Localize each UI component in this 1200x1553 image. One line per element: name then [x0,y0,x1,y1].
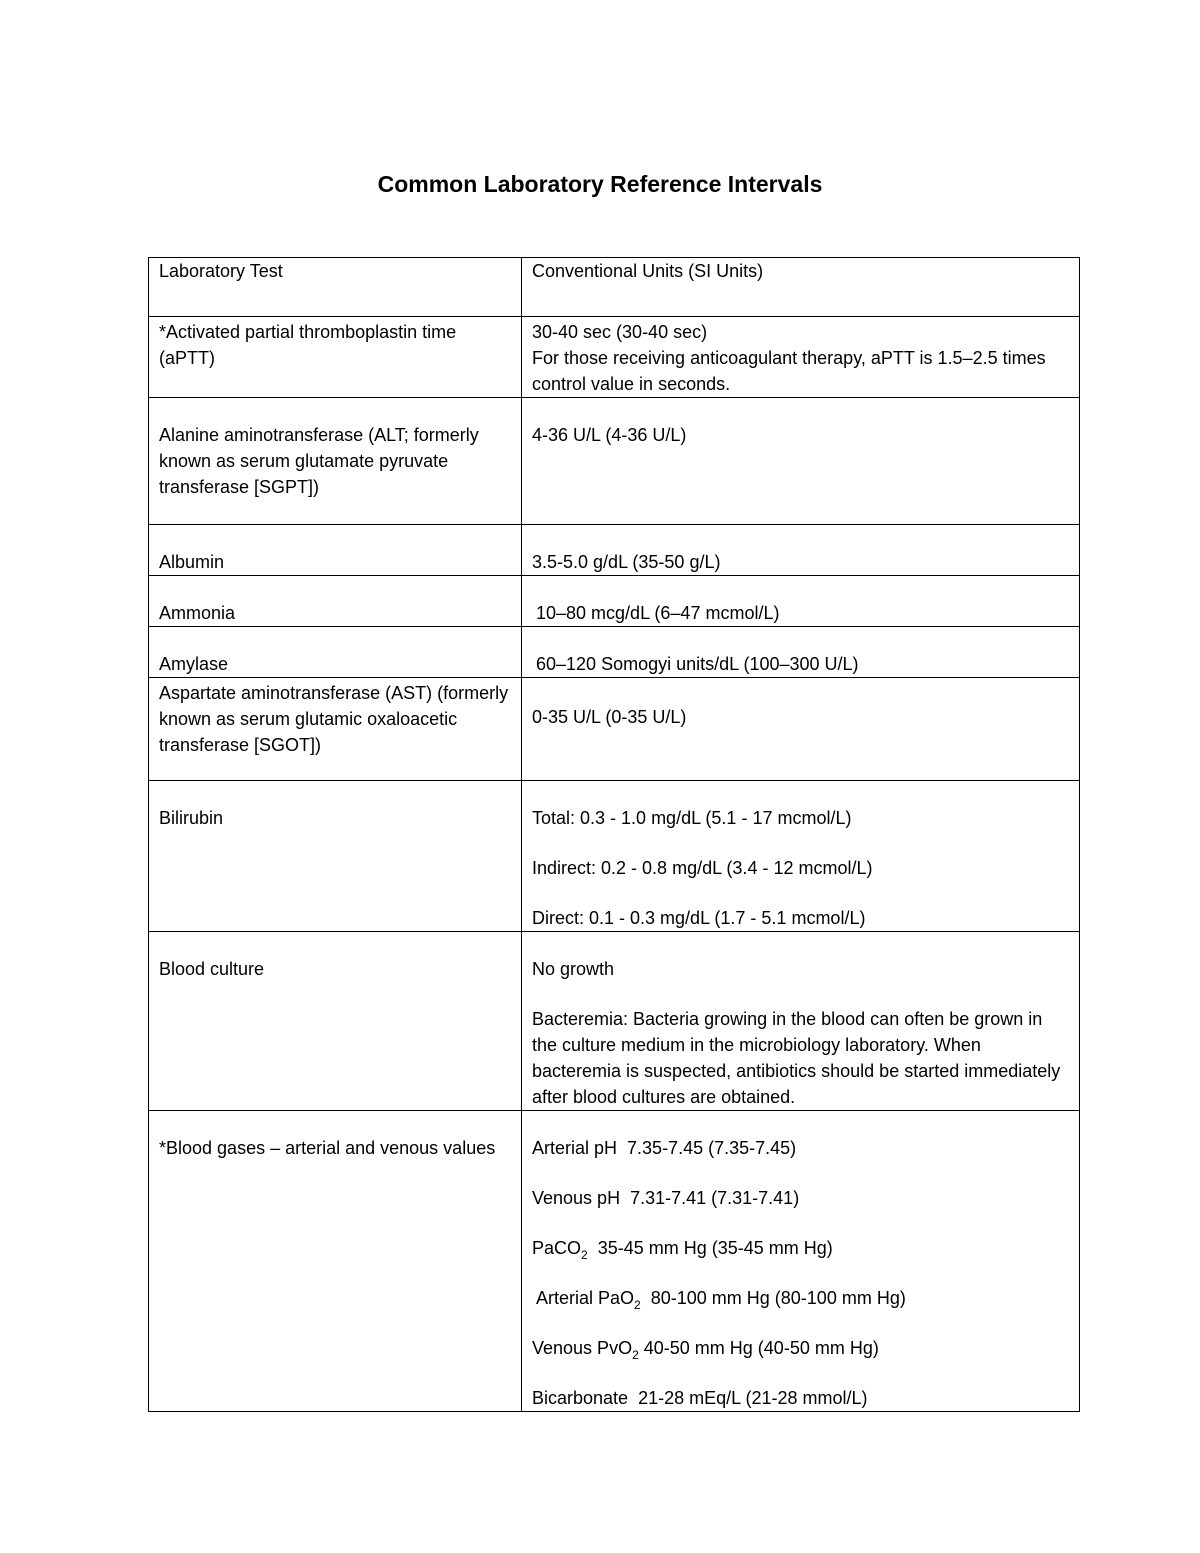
test-name: Ammonia [159,603,236,623]
test-cell [149,398,522,525]
test-name: Blood culture [159,959,265,979]
table-row [149,781,1080,932]
header-units: Conventional Units (SI Units) [522,258,1080,317]
value-cell [522,398,1080,525]
test-name: *Blood gases – arterial and venous values [159,1138,496,1158]
test-cell [149,525,522,576]
value-line: Bicarbonate 21-28 mEq/L (21-28 mmol/L) [532,1388,868,1408]
value-line: 60–120 Somogyi units/dL (100–300 U/L) [536,654,859,674]
value-line: 3.5-5.0 g/dL (35-50 g/L) [532,552,721,572]
test-cell [149,781,522,932]
test-cell [149,576,522,627]
value-cell [522,627,1080,678]
value-line: Arterial PaO$_2$ 80-100 mm Hg (80-100 mm Hg) [532,1288,906,1312]
value-line: PaCO$_2$ 35-45 mm Hg (35-45 mm Hg) [532,1238,833,1262]
table-row [149,576,1080,627]
test-cell [149,1111,522,1412]
value-cell [522,932,1080,1111]
table-row [149,1111,1080,1412]
value-cell [522,317,1080,398]
value-line: 0-35 U/L (0-35 U/L) [532,707,687,727]
value-cell [522,1111,1080,1412]
page-title: Common Laboratory Reference Intervals [377,171,823,197]
value-line: Indirect: 0.2 - 0.8 mg/dL (3.4 - 12 mcmol/L) [532,858,873,878]
test-cell [149,627,522,678]
table-row [149,398,1080,525]
test-name: Bilirubin [159,808,224,828]
table-row [149,525,1080,576]
test-cell [149,317,522,398]
value-line: Total: 0.3 - 1.0 mg/dL (5.1 - 17 mcmol/L) [532,808,852,828]
table-row [149,627,1080,678]
value-line: Arterial pH 7.35-7.45 (7.35-7.45) [532,1138,797,1158]
value-cell [522,576,1080,627]
value-cell [522,781,1080,932]
value-line: Venous PvO$_2$ 40-50 mm Hg (40-50 mm Hg) [532,1338,879,1362]
test-name: Aspartate aminotransferase (AST) (formerly known as serum glutamic oxaloacetic transferase [SGOT]) [159,683,509,755]
value-line: Direct: 0.1 - 0.3 mg/dL (1.7 - 5.1 mcmol/L) [532,908,866,928]
test-name: Alanine aminotransferase (ALT; formerly known as serum glutamate pyruvate transferase [SGPT]) [159,425,479,497]
test-name: Albumin [159,552,225,572]
value-cell [522,678,1080,781]
value-line: Venous pH 7.31-7.41 (7.31-7.41) [532,1188,800,1208]
table-row [149,678,1080,781]
value-line: 10–80 mcg/dL (6–47 mcmol/L) [536,603,780,623]
value-line: No growth [532,959,615,979]
reference-table [148,257,1080,1412]
test-name: *Activated partial thromboplastin time (aPTT) [159,322,457,368]
test-cell [149,678,522,781]
header-laboratory-test: Laboratory Test [149,258,522,317]
test-cell [149,932,522,1111]
value-line: For those receiving anticoagulant therapy, aPTT is 1.5–2.5 times control value in seconds. [532,348,1046,394]
value-cell [522,525,1080,576]
test-name: Amylase [159,654,229,674]
value-line: 30-40 sec (30-40 sec) [532,322,708,342]
value-line: Bacteremia: Bacteria growing in the blood can often be grown in the culture medium in the microbiology laboratory. When bacteremia is suspected, antibiotics should be started immediately after blood cultures are obtained. [532,1009,1061,1107]
value-line: 4-36 U/L (4-36 U/L) [532,425,687,445]
table-row [149,932,1080,1111]
table-row [149,317,1080,398]
table-header-row [149,258,1080,317]
